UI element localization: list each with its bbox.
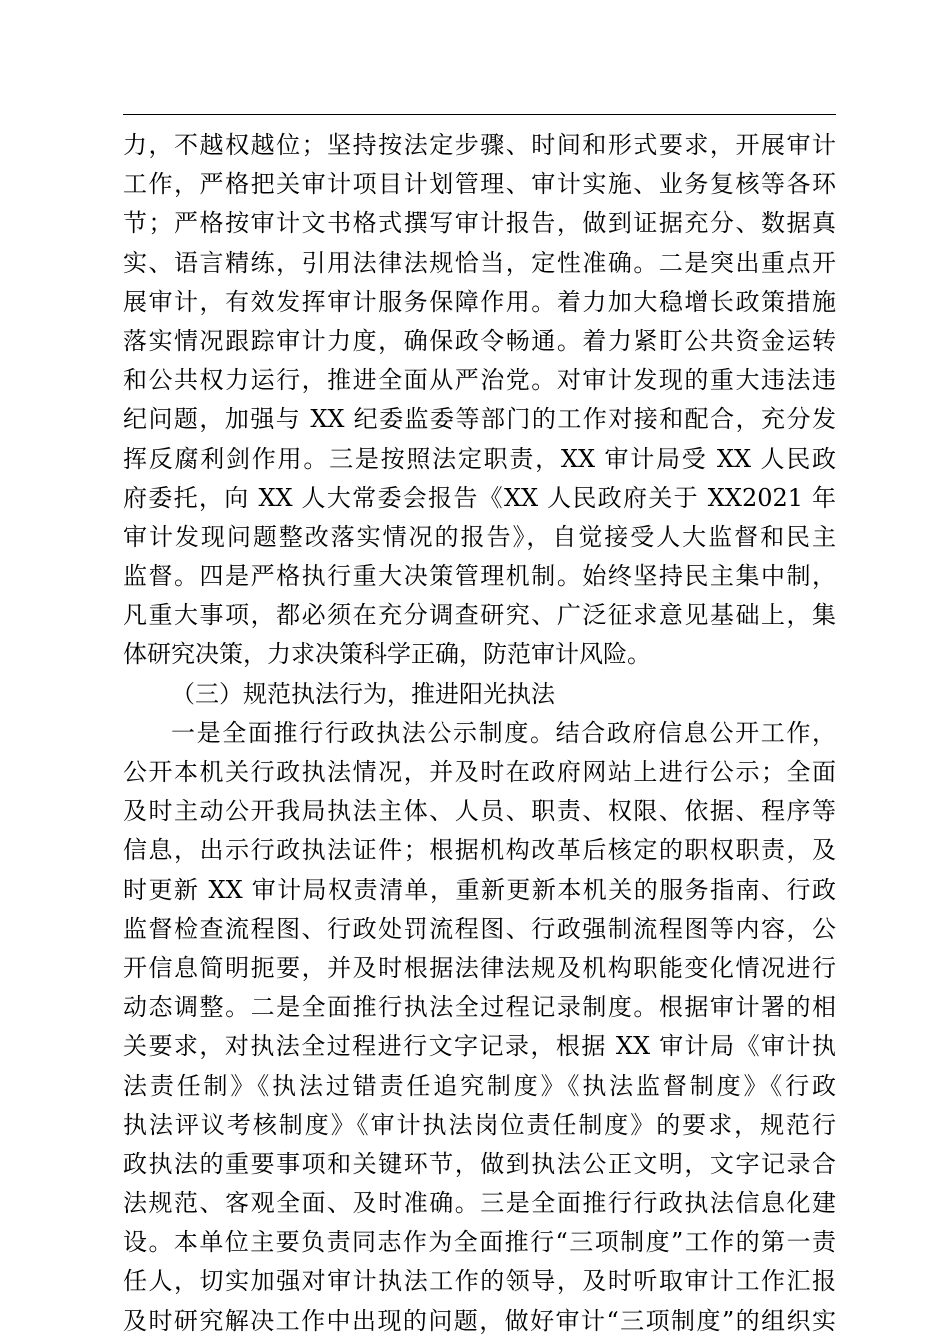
text-line: 节；严格按审计文书格式撰写审计报告，做到证据充分、数据真 (123, 209, 836, 238)
header-rule (123, 114, 836, 115)
text-line: 任人，切实加强对审计执法工作的领导，及时听取审计工作汇报 (123, 1267, 836, 1296)
text-line: 展审计，有效发挥审计服务保障作用。着力加大稳增长政策措施 (123, 287, 836, 316)
text-line: 开信息简明扼要，并及时根据法律法规及机构职能变化情况进行 (123, 953, 836, 982)
text-line: 关要求，对执法全过程进行文字记录，根据 XX 审计局《审计执 (123, 1032, 836, 1061)
text-line: 一是全面推行行政执法公示制度。结合政府信息公开工作， (171, 718, 836, 747)
text-line: 及时主动公开我局执法主体、人员、职责、权限、依据、程序等 (123, 797, 836, 826)
section-heading: （三）规范执法行为，推进阳光执法 (171, 679, 555, 708)
text-line: 政执法的重要事项和关键环节，做到执法公正文明，文字记录合 (123, 1149, 836, 1178)
text-line: 工作，严格把关审计项目计划管理、审计实施、业务复核等各环 (123, 170, 836, 199)
text-line: 实、语言精练，引用法律法规恰当，定性准确。二是突出重点开 (123, 248, 836, 277)
text-line: 法责任制》《执法过错责任追究制度》《执法监督制度》《行政 (123, 1071, 836, 1100)
text-line: 凡重大事项，都必须在充分调查研究、广泛征求意见基础上，集 (123, 601, 836, 630)
text-line: 审计发现问题整改落实情况的报告》，自觉接受人大监督和民主 (123, 522, 836, 551)
text-line: 挥反腐利剑作用。三是按照法定职责，XX 审计局受 XX 人民政 (123, 444, 836, 473)
text-line: 法规范、客观全面、及时准确。三是全面推行行政执法信息化建 (123, 1189, 836, 1218)
text-line: 落实情况跟踪审计力度，确保政令畅通。着力紧盯公共资金运转 (123, 326, 836, 355)
text-line: 体研究决策，力求决策科学正确，防范审计风险。 (123, 640, 651, 669)
text-line: 纪问题，加强与 XX 纪委监委等部门的工作对接和配合，充分发 (123, 405, 836, 434)
text-line: 监督。四是严格执行重大决策管理机制。始终坚持民主集中制， (123, 562, 836, 591)
text-line: 府委托，向 XX 人大常委会报告《XX 人民政府关于 XX2021 年 (123, 483, 836, 512)
text-line: 公开本机关行政执法情况，并及时在政府网站上进行公示；全面 (123, 758, 836, 786)
text-line: 设。本单位主要负责同志作为全面推行“三项制度”工作的第一责 (123, 1228, 836, 1257)
text-line: 力，不越权越位；坚持按法定步骤、时间和形式要求，开展审计 (123, 131, 836, 159)
text-line: 时更新 XX 审计局权责清单，重新更新本机关的服务指南、行政 (123, 875, 836, 904)
text-line: 及时研究解决工作中出现的问题，做好审计“三项制度”的组织实 (123, 1306, 836, 1335)
body-text (123, 126, 836, 1341)
text-line: 执法评议考核制度》《审计执法岗位责任制度》的要求，规范行 (123, 1110, 836, 1139)
text-line: 动态调整。二是全面推行执法全过程记录制度。根据审计署的相 (123, 993, 836, 1022)
text-line: 监督检查流程图、行政处罚流程图、行政强制流程图等内容，公 (123, 914, 836, 943)
text-line: 信息，出示行政执法证件；根据机构改革后核定的职权职责，及 (123, 836, 836, 865)
text-line: 和公共权力运行，推进全面从严治党。对审计发现的重大违法违 (123, 366, 836, 395)
